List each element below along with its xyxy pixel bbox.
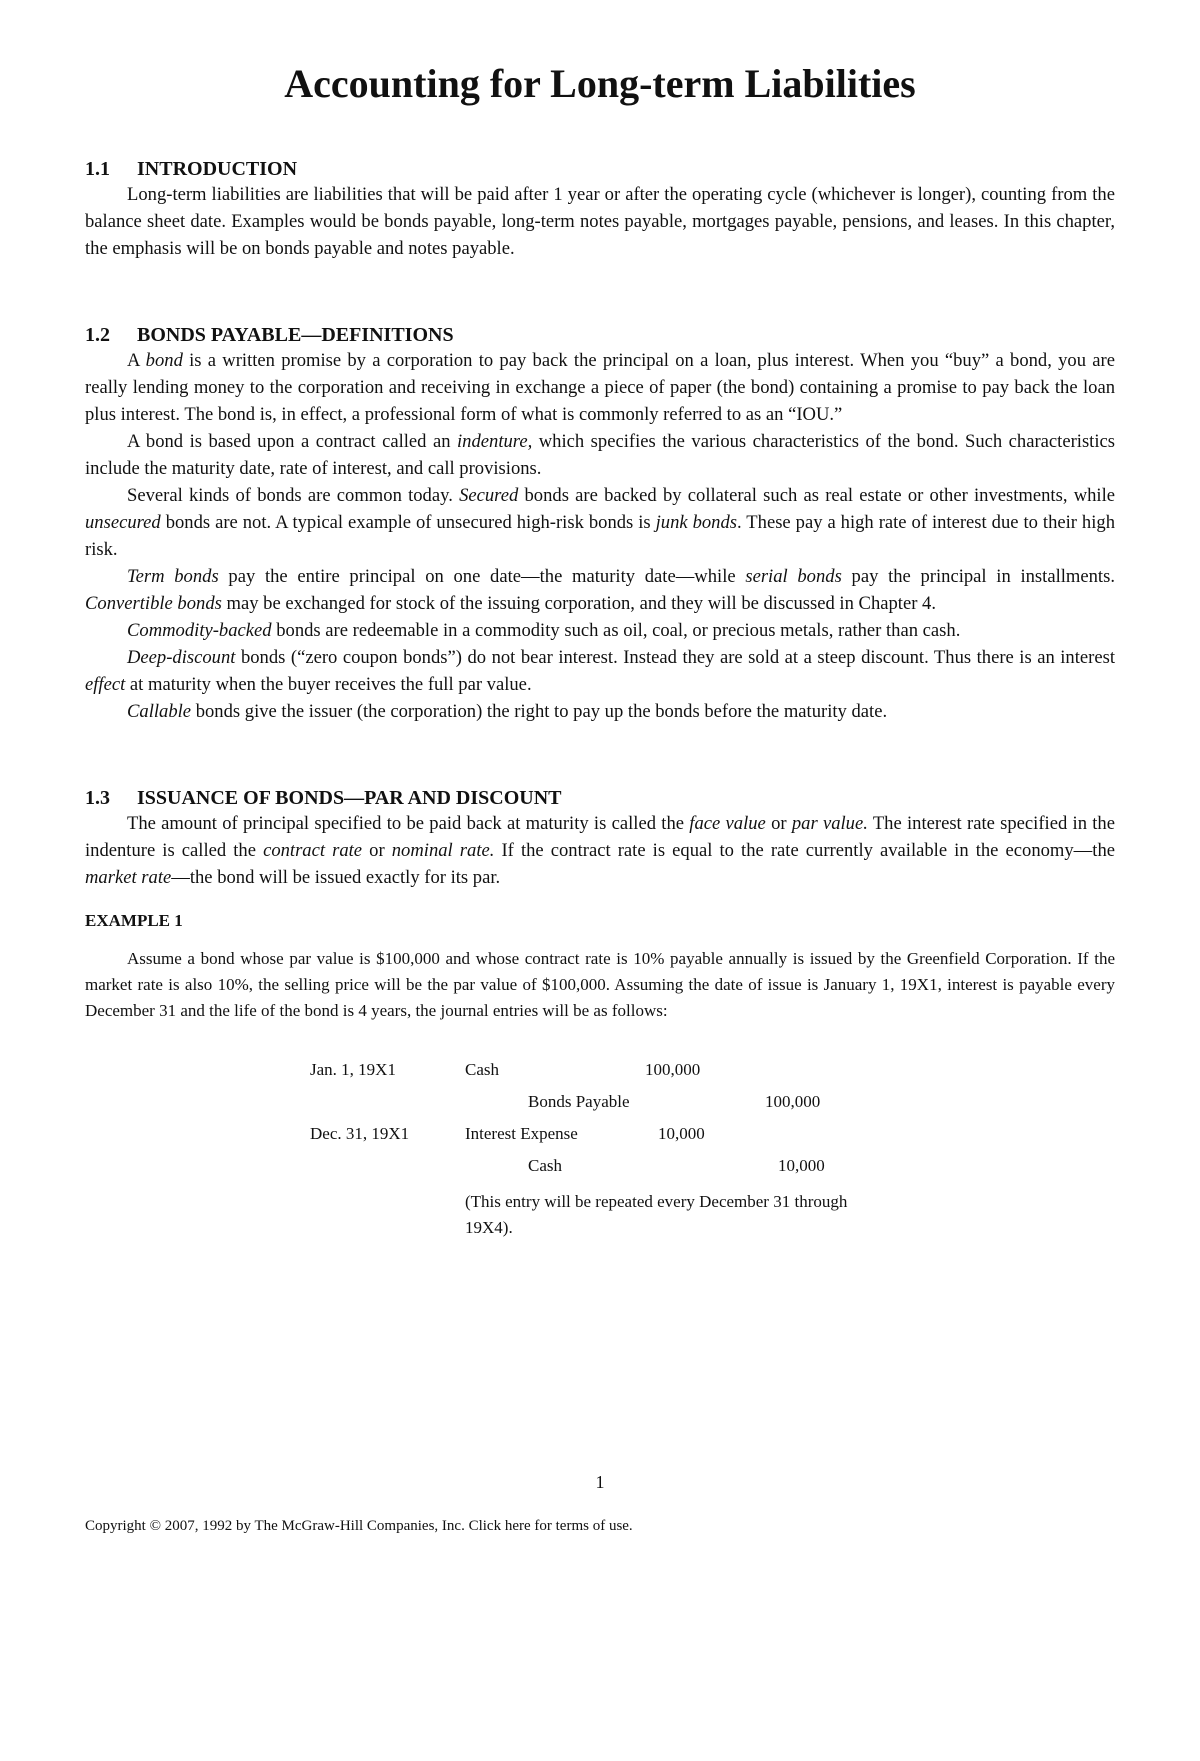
paragraph: Several kinds of bonds are common today. Secured bonds are backed by collateral such as real estate or other investments, while unsecured bonds are not. A typical example of unsecured high-risk bonds is junk bonds. These pay a high rate of interest due to their high risk. — [85, 485, 1116, 560]
journal-account: Cash — [528, 1156, 562, 1175]
journal-note: (This entry will be repeated every December 31 through 19X4). — [465, 1192, 848, 1237]
page-number: 1 — [595, 1472, 605, 1492]
journal-credit: 100,000 — [765, 1092, 821, 1111]
section-heading — [85, 158, 1115, 181]
journal-date: Jan. 1, 19X1 — [310, 1060, 396, 1079]
section-title: BONDS PAYABLE—DEFINITIONS — [137, 324, 454, 346]
term: nominal rate. — [391, 840, 495, 861]
journal-date: Dec. 31, 19X1 — [310, 1124, 410, 1143]
term: Commodity-backed — [127, 620, 272, 641]
term: face value — [689, 813, 766, 834]
copyright-notice: Copyright © 2007, 1992 by The McGraw-Hill Companies, Inc. Click here for terms of use. — [85, 1518, 633, 1534]
journal-account: Cash — [465, 1060, 499, 1079]
term: effect — [85, 674, 126, 695]
term: junk bonds — [655, 512, 738, 533]
section-number: 1.1 — [85, 158, 110, 180]
section-introduction — [85, 158, 1115, 262]
paragraph: A bond is a written promise by a corporation to pay back the principal on a loan, plus interest. When you “buy” a bond, you are really lending money to the corporation and receiving in exchange a piece of paper (the bond) containing a promise to pay back the loan plus interest. The bond is, in effect, a professional form of what is commonly referred to as an “IOU.” — [85, 350, 1115, 425]
example-heading: EXAMPLE 1 — [85, 911, 183, 930]
paragraph: Long-term liabilities are liabilities that will be paid after 1 year or after the operating cycle (whichever is longer), counting from the balance sheet date. Examples would be bonds payable, long-term notes payable, mortgages payable, pensions, and leases. In this chapter, the emphasis will be on bonds payable and notes payable. — [85, 184, 1115, 259]
section-issuance-of-bonds — [85, 787, 1115, 1255]
journal-account: Bonds Payable — [528, 1092, 630, 1111]
journal-entries — [85, 1060, 1115, 1255]
paragraph: Term bonds pay the entire principal on one date—the maturity date—while serial bonds pay the principal in installments. Convertible bonds may be exchanged for stock of the issuing corporation, and they will be discussed in Chapter 4. — [85, 566, 1115, 614]
section-title: INTRODUCTION — [137, 158, 298, 180]
term: serial bonds — [745, 566, 842, 587]
term: Callable — [127, 701, 192, 722]
section-number: 1.2 — [85, 324, 110, 346]
term: Deep-discount — [127, 647, 236, 668]
term: Term bonds — [127, 566, 219, 587]
paragraph: Commodity-backed bonds are redeemable in a commodity such as oil, coal, or precious metals, rather than cash. — [127, 620, 961, 641]
section-heading — [85, 787, 1115, 810]
term: contract rate — [263, 840, 363, 861]
document-body — [85, 158, 1115, 1255]
journal-credit: 10,000 — [778, 1156, 825, 1175]
page-title: Accounting for Long-term Liabilities — [284, 61, 916, 106]
journal-debit: 10,000 — [658, 1124, 705, 1143]
paragraph: Callable bonds give the issuer (the corporation) the right to pay up the bonds before the maturity date. — [127, 701, 888, 722]
example-text: Assume a bond whose par value is $100,000 and whose contract rate is 10% payable annually is issued by the Greenfield Corporation. If the market rate is also 10%, the selling price will be the par value of $100,000. Assuming the date of issue is January 1, 19X1, interest is payable every December 31 and the life of the bond is 4 years, the journal entries will be as follows: — [85, 949, 1115, 1020]
paragraph: Deep-discount bonds (“zero coupon bonds”) do not bear interest. Instead they are sold at a steep discount. Thus there is an interest effect at maturity when the buyer receives the full par value. — [85, 647, 1115, 695]
term: indenture, — [457, 431, 533, 452]
term: Convertible bonds — [85, 593, 222, 614]
section-number: 1.3 — [85, 787, 110, 809]
term: unsecured — [85, 512, 161, 533]
journal-debit: 100,000 — [645, 1060, 701, 1079]
paragraph: The amount of principal specified to be paid back at maturity is called the face value or par value. The interest rate specified in the indenture is called the contract rate or nominal rate. If the contract rate is equal to the rate currently available in the economy—the market rate—the bond will be issued exactly for its par. — [85, 813, 1115, 888]
section-bonds-definitions — [85, 324, 1115, 725]
section-title: ISSUANCE OF BONDS—PAR AND DISCOUNT — [137, 787, 562, 809]
journal-account: Interest Expense — [465, 1124, 578, 1143]
paragraph: A bond is based upon a contract called an indenture, which specifies the various characteristics of the bond. Such characteristics include the maturity date, rate of interest, and call provisions. — [85, 431, 1116, 479]
section-heading — [85, 324, 1115, 347]
term: Secured — [459, 485, 519, 506]
term: bond — [145, 350, 183, 371]
term: market rate — [85, 867, 172, 888]
term: par value. — [791, 813, 868, 834]
